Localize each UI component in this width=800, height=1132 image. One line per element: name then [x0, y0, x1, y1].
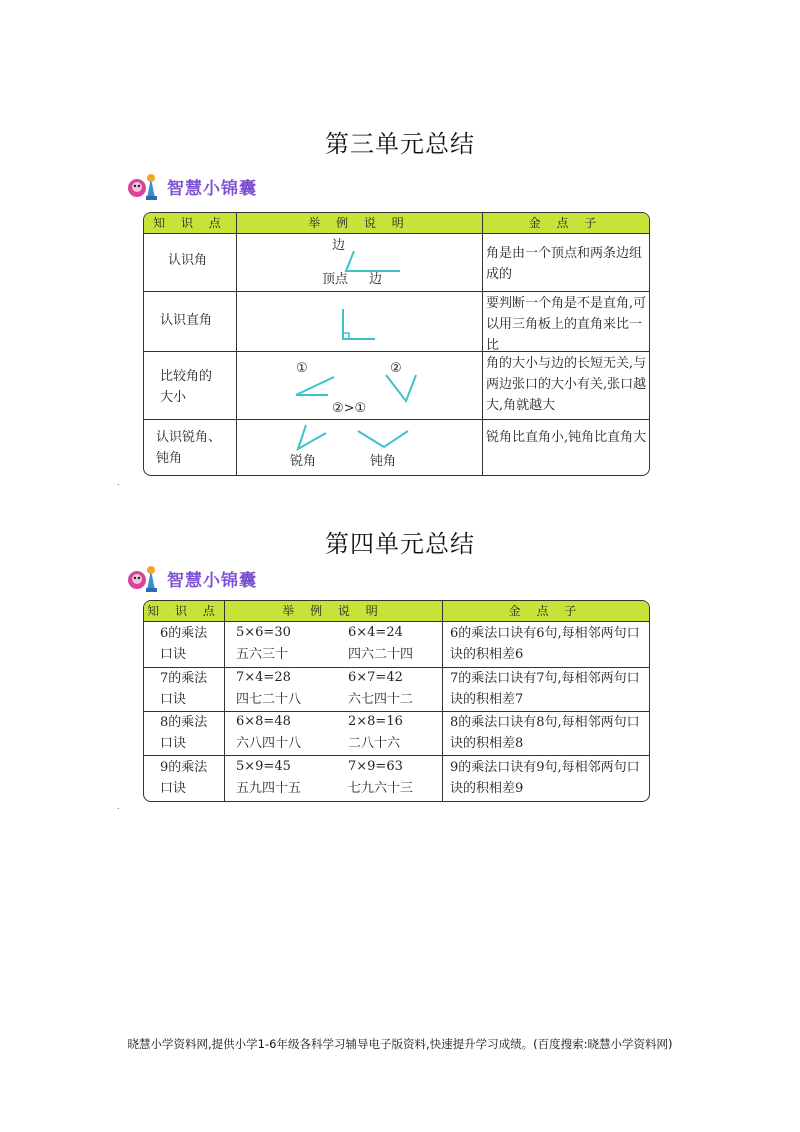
- unit3-row4-label-acute: 锐角: [290, 454, 317, 469]
- unit4-row1-ex2: 6×4=24: [348, 625, 403, 640]
- unit4-row2-rhyme1: 四七二十八: [236, 692, 302, 707]
- angle-diagram: [334, 251, 404, 273]
- unit3-row1-label-side2: 边: [369, 272, 383, 287]
- unit4-title: 第四单元总结: [325, 530, 475, 558]
- unit3-row3-topic: 比较角的大小: [160, 369, 213, 405]
- mascot-icon: [125, 170, 163, 202]
- unit3-row4-tip: 锐角比直角小,钝角比直角大: [486, 430, 647, 445]
- unit3-header-tip: 金 点 子: [528, 216, 603, 230]
- unit4-header-tip: 金 点 子: [508, 604, 583, 618]
- right-angle-diagram: [339, 307, 379, 343]
- unit3-tips-badge: [125, 170, 257, 202]
- unit4-row1-rhyme2: 四六二十四: [348, 647, 414, 662]
- compare-angle-2: [376, 373, 420, 405]
- obtuse-angle-diagram: [356, 427, 412, 451]
- unit4-row1-rhyme1: 五六三十: [236, 647, 289, 662]
- unit4-header-topic: 知 识 点: [147, 604, 221, 618]
- unit4-row2-rhyme2: 六七四十二: [348, 692, 414, 707]
- unit3-row1-topic: 认识角: [168, 253, 208, 268]
- unit4-row4-rhyme1: 五九四十五: [236, 781, 302, 796]
- unit3-row1-label-side: 边: [332, 238, 346, 253]
- unit4-row4-ex1: 5×9=45: [236, 759, 291, 774]
- unit4-table: [143, 600, 650, 802]
- unit3-title: 第三单元总结: [325, 130, 475, 158]
- unit4-header-example: 举 例 说 明: [282, 604, 384, 618]
- unit3-table: [143, 212, 650, 476]
- unit4-row4-ex2: 7×9=63: [348, 759, 403, 774]
- unit4-row3-topic: 8的乘法口诀: [160, 715, 208, 751]
- mascot-icon: [125, 562, 163, 594]
- unit4-row3-rhyme2: 二八十六: [348, 736, 401, 751]
- unit3-row4-label-obtuse: 钝角: [370, 454, 397, 469]
- unit4-row2-ex1: 7×4=28: [236, 670, 291, 685]
- unit3-row3-label-2: ②: [390, 361, 402, 376]
- unit4-row4-tip: 9的乘法口诀有9句,每相邻两句口诀的积相差9: [450, 760, 640, 796]
- unit3-row2-topic: 认识直角: [160, 313, 213, 328]
- unit4-row3-ex1: 6×8=48: [236, 714, 291, 729]
- unit4-row4-rhyme2: 七九六十三: [348, 781, 414, 796]
- unit3-row2-tip: 要判断一个角是不是直角,可以用三角板上的直角来比一比: [486, 296, 647, 353]
- unit3-row3-tip: 角的大小与边的长短无关,与两边张口的大小有关,张口越大,角就越大: [486, 356, 647, 413]
- unit4-row3-tip: 8的乘法口诀有8句,每相邻两句口诀的积相差8: [450, 715, 640, 751]
- unit3-row3-label-1: ①: [296, 361, 308, 376]
- unit4-badge-label: 智慧小锦囊: [167, 570, 257, 591]
- unit3-badge-label: 智慧小锦囊: [167, 178, 257, 199]
- page-footer: 晓慧小学资料网,提供小学1-6年级各科学习辅导电子版资料,快速提升学习成绩。(百度搜索:晓慧小学资料网): [127, 1037, 673, 1051]
- unit3-row3-label-compare: ②>①: [332, 401, 367, 416]
- compare-angle-1: [294, 375, 344, 399]
- unit3-row1-label-vertex: 顶点: [322, 272, 349, 287]
- unit3-row1-tip: 角是由一个顶点和两条边组成的: [486, 246, 643, 282]
- unit3-header-example: 举 例 说 明: [308, 216, 410, 230]
- unit4-row2-ex2: 6×7=42: [348, 670, 403, 685]
- unit4-row2-topic: 7的乘法口诀: [160, 671, 208, 707]
- unit4-row1-tip: 6的乘法口诀有6句,每相邻两句口诀的积相差6: [450, 626, 640, 662]
- unit4-row1-ex1: 5×6=30: [236, 625, 291, 640]
- unit4-row1-topic: 6的乘法口诀: [160, 626, 208, 662]
- unit4-row4-topic: 9的乘法口诀: [160, 760, 208, 796]
- unit4-row2-tip: 7的乘法口诀有7句,每相邻两句口诀的积相差7: [450, 671, 640, 707]
- unit4-row3-rhyme1: 六八四十八: [236, 736, 302, 751]
- unit4-tips-badge: [125, 562, 257, 594]
- unit4-row3-ex2: 2×8=16: [348, 714, 403, 729]
- unit3-row4-topic: 认识锐角、钝角: [156, 430, 222, 466]
- acute-angle-diagram: [292, 423, 332, 453]
- unit3-header-topic: 知 识 点: [153, 216, 227, 230]
